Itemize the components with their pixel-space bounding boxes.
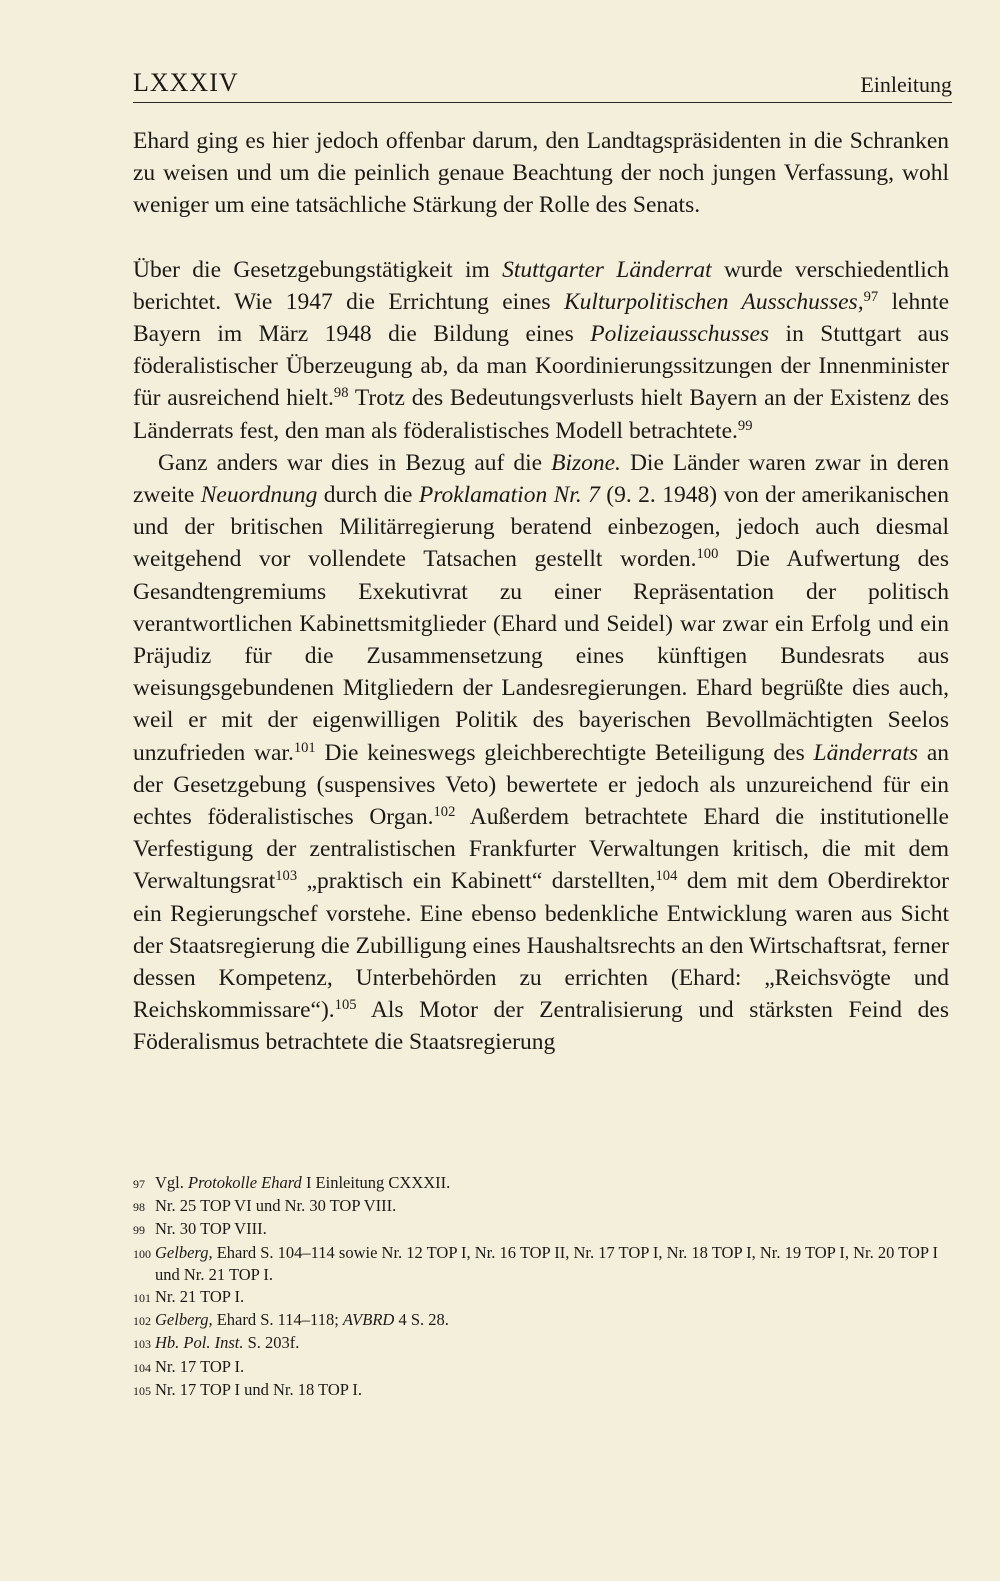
italic-text: Gelberg, [155, 1310, 213, 1330]
footnote-ref: 101 [293, 739, 316, 756]
text-run: Ganz anders war dies in Bezug auf die [158, 449, 552, 476]
text-run: 4 S. 28. [394, 1310, 449, 1330]
footnote-text [155, 1195, 949, 1218]
footnote-text [155, 1379, 949, 1402]
footnote-text [155, 1172, 949, 1195]
paragraph [133, 254, 949, 447]
text-run: Nr. 25 TOP VI und Nr. 30 TOP VIII. [155, 1196, 397, 1216]
text-run: I Einleitung CXXXII. [301, 1173, 451, 1192]
footnote-number: 104 [133, 1360, 151, 1375]
footnote-ref: 103 [275, 868, 298, 885]
footnote-number: 102 [133, 1314, 151, 1329]
footnote-number: 98 [133, 1200, 145, 1215]
italic-text: AVBRD [342, 1310, 395, 1330]
text-run: lehnte Bayern im März 1948 die Bildung eines [133, 288, 949, 348]
footnote-number: 101 [133, 1291, 151, 1306]
text-run: Nr. 17 TOP I und Nr. 18 TOP I. [155, 1379, 363, 1399]
text-run: Ehard S. 104–114 sowie Nr. 12 TOP I, Nr. 16 TOP II, Nr. 17 TOP I, Nr. 18 TOP I, Nr. 19 TOP I, Nr. 20 TOP I und Nr. 21 TOP I. [155, 1242, 939, 1284]
footnote-text [155, 1309, 949, 1332]
footnote-text [155, 1218, 949, 1241]
footnote-text [155, 1286, 949, 1309]
text-run: Außerdem betrachtete Ehard die institutionelle Verfestigung der zentralistischen Frankfurter Verwaltungen kritisch, die mit dem Verwaltungsrat [133, 804, 949, 895]
footnote [133, 1379, 949, 1402]
footnote-number: 105 [133, 1383, 151, 1398]
footnote-number: 97 [133, 1177, 145, 1191]
footnote [133, 1195, 949, 1218]
footnote-ref: 99 [737, 417, 753, 434]
footnote-ref: 102 [433, 804, 456, 821]
footnote-ref: 98 [333, 385, 349, 402]
text-run: Nr. 17 TOP I. [155, 1356, 245, 1376]
italic-text: Länderrats [813, 739, 919, 766]
text-run: durch die [317, 482, 419, 509]
footnote-ref: 104 [655, 868, 678, 885]
paragraph [133, 447, 949, 1059]
italic-text: Gelberg, [155, 1242, 213, 1262]
running-title: Einleitung [860, 72, 952, 97]
paragraph [133, 125, 949, 222]
text-run: Nr. 30 TOP VIII. [155, 1219, 267, 1239]
footnote-ref: 97 [863, 288, 879, 305]
footnote-text [155, 1242, 949, 1286]
italic-text: Kulturpolitischen Ausschusses, [563, 288, 864, 315]
text-run: dem mit dem Oberdirektor ein Regierungschef vorstehe. Eine ebenso bedenkliche Entwicklung waren aus Sicht der Staatsregierung die Zubilligung eines Haushaltsrechts an den Wirtschaftsrat, ferner dessen Kompetenz, Unterbehörden zu errichten (Ehard: „Reichsvögte und Reichskommissare“). [133, 868, 949, 1024]
text-run: an der Gesetzgebung (suspensives Veto) bewertete er jedoch als unzureichend für ein echtes föderalistisches Organ. [133, 739, 949, 831]
footnote-number: 99 [133, 1223, 145, 1238]
text-run: (9. 2. 1948) von der amerikanischen und der britischen Militärregierung beratend einbezogen, jedoch auch diesmal weitgehend vor vollendete Tatsachen gestellt worden. [133, 482, 949, 573]
text-run: Über die Gesetzgebungstätigkeit im [133, 256, 503, 283]
italic-text: Stuttgarter Länderrat [502, 256, 712, 283]
italic-text: Neuordnung [200, 482, 318, 509]
footnote [133, 1218, 949, 1241]
footnote [133, 1309, 949, 1332]
text-run: Trotz des Bedeutungsverlusts hielt Bayern an der Existenz des Länderrats fest, den man als föderalistisches Modell betrachtete. [133, 385, 950, 444]
footnote [133, 1332, 949, 1355]
running-header [133, 62, 952, 103]
italic-text: Bizone. [551, 449, 621, 476]
footnotes [133, 1172, 949, 1402]
footnote-number: 103 [133, 1337, 151, 1352]
footnote [133, 1242, 949, 1286]
text-run: S. 203f. [243, 1333, 300, 1353]
footnote-ref: 105 [334, 997, 357, 1014]
text-run: in Stuttgart aus föderalistischer Überzeugung ab, da man Koordinierungssitzungen der Innenminister für ausreichend hielt. [133, 321, 950, 412]
italic-text: Polizeiausschusses [590, 321, 770, 348]
footnote [133, 1286, 949, 1309]
text-run: Die Länder waren zwar in deren zweite [133, 449, 949, 509]
text-run: Ehard ging es hier jedoch offenbar darum, den Landtagspräsidenten in die Schranken zu weisen und um die peinlich genaue Beachtung der noch jungen Verfassung, wohl weniger um eine tatsächliche Stärkung der Rolle des Senats. [133, 128, 949, 219]
italic-text: Hb. Pol. Inst. [155, 1333, 244, 1353]
main-text [133, 125, 949, 1059]
text-run: Nr. 21 TOP I. [155, 1287, 245, 1307]
footnote [133, 1356, 949, 1379]
text-run: Die keineswegs gleichberechtigte Beteiligung des [315, 739, 814, 766]
text-run: Die Aufwertung des Gesandtengremiums Exekutivrat zu einer Repräsentation der politisch verantwortlichen Kabinettsmitglieder (Ehard und Seidel) war zwar ein Erfolg und ein Präjudiz für die Zusammensetzung eines künftigen Bundesrats aus weisungsgebundenen Mitgliedern der Landesregierungen. Ehard begrüßte dies auch, weil er mit der eigenwilligen Politik des bayerischen Bevollmächtigten Seelos unzufrieden war. [133, 546, 949, 766]
footnote-number: 100 [133, 1246, 151, 1261]
italic-text: Protokolle Ehard [188, 1173, 302, 1192]
text-run: Vgl. [155, 1173, 188, 1192]
footnote-text [155, 1332, 949, 1355]
footnote-text [155, 1356, 949, 1379]
page-number: LXXXIV [133, 68, 239, 97]
footnote-ref: 100 [696, 546, 719, 563]
footnote [133, 1172, 949, 1195]
text-run: Ehard S. 114–118; [212, 1310, 343, 1330]
italic-text: Proklamation Nr. 7 [418, 482, 600, 509]
text-run: Als Motor der Zentralisierung und stärksten Feind des Föderalismus betrachtete die Staatsregierung [133, 997, 949, 1056]
text-run: wurde verschiedentlich berichtet. Wie 1947 die Errichtung eines [133, 256, 949, 315]
text-run: „praktisch ein Kabinett“ darstellten, [297, 868, 656, 895]
